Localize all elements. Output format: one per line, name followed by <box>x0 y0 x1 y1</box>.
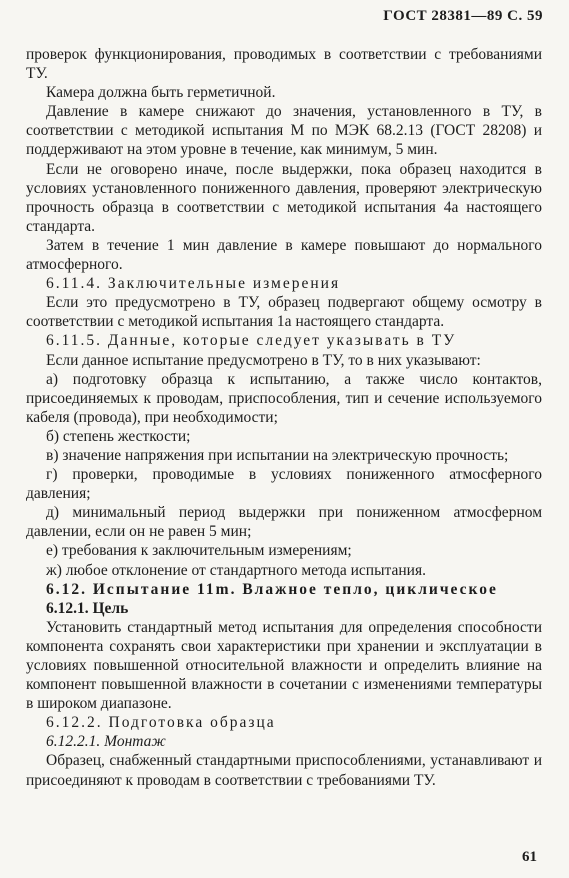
paragraph: проверок функционирования, проводимых в соответствии с требованиями ТУ. <box>26 46 542 83</box>
paragraph: Затем в течение 1 мин давление в камере повышают до нормального атмосферного. <box>26 236 542 274</box>
page-number: 61 <box>522 849 537 865</box>
running-header: ГОСТ 28381—89 С. 59 <box>383 8 543 24</box>
section-heading: 6.12.2. Подготовка образца <box>46 714 276 732</box>
paragraph: Образец, снабженный стандартными приспособлениями, устанавливают и присоединяют к проводам в соответствии с требованиями ТУ. <box>26 752 542 789</box>
paragraph: Установить стандартный метод испытания для определения способности компонента сохранять свои характеристики при хранении и эксплуатации в условиях повышенной относительной влажности и определить влияние на компонент повышенной влажности в сочетании с изменениями температуры в широком диапазоне. <box>26 618 542 713</box>
paragraph: Если данное испытание предусмотрено в ТУ, то в них указывают: <box>46 351 481 369</box>
section-heading: 6.12. Испытание 11m. Влажное тепло, циклическое <box>46 580 498 598</box>
section-heading: 6.11.5. Данные, которые следует указывать в ТУ <box>46 332 457 350</box>
section-heading: 6.12.1. Цель <box>46 599 129 617</box>
list-item: б) степень жесткости; <box>46 427 191 445</box>
paragraph: Давление в камере снижают до значения, установленного в ТУ, в соответствии с методикой испытания М по МЭК 68.2.13 (ГОСТ 28208) и поддерживают на этом уровне в течение, как минимум, 5 мин. <box>26 103 542 159</box>
list-item: г) проверки, проводимые в условиях пониженного атмосферного давления; <box>26 466 542 503</box>
list-item: д) минимальный период выдержки при пониженном атмосферном давлении, если он не равен 5 мин; <box>26 504 542 541</box>
body-text <box>26 45 542 790</box>
section-heading: 6.11.4. Заключительные измерения <box>46 275 341 293</box>
list-item: а) подготовку образца к испытанию, а также число контактов, присоединяемых к проводам, приспособления, тип и сечение используемого кабеля (провода), при необходимости; <box>26 370 542 426</box>
paragraph: Если не оговорено иначе, после выдержки, пока образец находится в условиях установленного пониженного давления, проверяют электрическую прочность образца в соответствии с методикой испытания 4а настоящего стандарта. <box>26 160 542 235</box>
paragraph: Камера должна быть герметичной. <box>46 84 276 102</box>
list-item: е) требования к заключительным измерениям; <box>46 542 352 560</box>
list-item: ж) любое отклонение от стандартного метода испытания. <box>46 561 426 579</box>
subsection-heading: 6.12.2.1. Монтаж <box>46 733 166 751</box>
paragraph: Если это предусмотрено в ТУ, образец подвергают общему осмотру в соответствии с методикой испытания 1а настоящего стандарта. <box>26 294 542 331</box>
list-item: в) значение напряжения при испытании на электрическую прочность; <box>46 446 509 464</box>
